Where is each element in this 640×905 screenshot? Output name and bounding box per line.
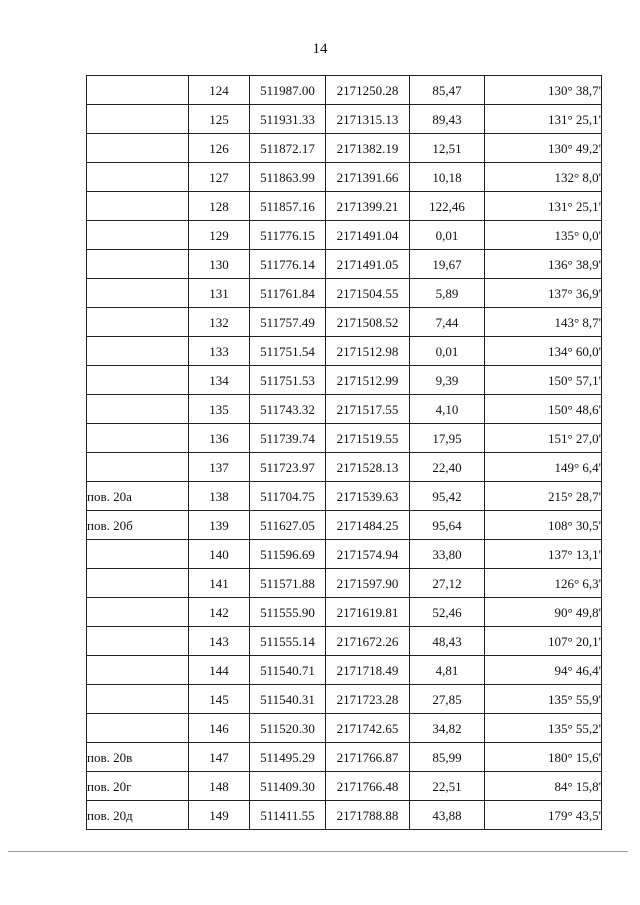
distance-cell: 0,01 [410, 221, 485, 250]
y-coordinate-cell: 2171672.26 [326, 627, 410, 656]
table-row [87, 772, 602, 801]
y-coordinate-cell: 2171491.04 [326, 221, 410, 250]
bearing-cell: 180° 15,6' [485, 743, 602, 772]
distance-cell: 95,42 [410, 482, 485, 511]
plot-cell: пов. 20б [87, 511, 189, 540]
plot-cell [87, 714, 189, 743]
x-coordinate-cell: 511411.55 [250, 801, 326, 830]
y-coordinate-cell: 2171512.98 [326, 337, 410, 366]
bearing-cell: 132° 8,0' [485, 163, 602, 192]
distance-cell: 43,88 [410, 801, 485, 830]
x-coordinate-cell: 511863.99 [250, 163, 326, 192]
distance-cell: 52,46 [410, 598, 485, 627]
y-coordinate-cell: 2171508.52 [326, 308, 410, 337]
table-row [87, 279, 602, 308]
distance-cell: 34,82 [410, 714, 485, 743]
point-number-cell: 131 [189, 279, 250, 308]
bearing-cell: 143° 8,7' [485, 308, 602, 337]
distance-cell: 10,18 [410, 163, 485, 192]
bearing-cell: 151° 27,0' [485, 424, 602, 453]
distance-cell: 85,99 [410, 743, 485, 772]
table-row [87, 656, 602, 685]
point-number-cell: 146 [189, 714, 250, 743]
x-coordinate-cell: 511409.30 [250, 772, 326, 801]
point-number-cell: 127 [189, 163, 250, 192]
y-coordinate-cell: 2171788.88 [326, 801, 410, 830]
distance-cell: 89,43 [410, 105, 485, 134]
table-row [87, 569, 602, 598]
y-coordinate-cell: 2171517.55 [326, 395, 410, 424]
distance-cell: 95,64 [410, 511, 485, 540]
plot-cell: пов. 20д [87, 801, 189, 830]
table-row [87, 76, 602, 105]
point-number-cell: 139 [189, 511, 250, 540]
bearing-cell: 135° 0,0' [485, 221, 602, 250]
plot-cell [87, 250, 189, 279]
x-coordinate-cell: 511751.54 [250, 337, 326, 366]
y-coordinate-cell: 2171391.66 [326, 163, 410, 192]
plot-cell: пов. 20в [87, 743, 189, 772]
x-coordinate-cell: 511520.30 [250, 714, 326, 743]
y-coordinate-cell: 2171528.13 [326, 453, 410, 482]
table-row [87, 801, 602, 830]
distance-cell: 22,40 [410, 453, 485, 482]
point-number-cell: 136 [189, 424, 250, 453]
table-row [87, 366, 602, 395]
distance-cell: 27,85 [410, 685, 485, 714]
y-coordinate-cell: 2171742.65 [326, 714, 410, 743]
plot-cell [87, 366, 189, 395]
point-number-cell: 124 [189, 76, 250, 105]
table-body [87, 76, 602, 830]
y-coordinate-cell: 2171250.28 [326, 76, 410, 105]
distance-cell: 12,51 [410, 134, 485, 163]
x-coordinate-cell: 511987.00 [250, 76, 326, 105]
distance-cell: 4,10 [410, 395, 485, 424]
x-coordinate-cell: 511723.97 [250, 453, 326, 482]
plot-cell [87, 279, 189, 308]
point-number-cell: 126 [189, 134, 250, 163]
y-coordinate-cell: 2171315.13 [326, 105, 410, 134]
x-coordinate-cell: 511555.14 [250, 627, 326, 656]
point-number-cell: 141 [189, 569, 250, 598]
point-number-cell: 142 [189, 598, 250, 627]
bearing-cell: 90° 49,8' [485, 598, 602, 627]
bearing-cell: 131° 25,1' [485, 105, 602, 134]
plot-cell [87, 163, 189, 192]
bearing-cell: 136° 38,9' [485, 250, 602, 279]
bearing-cell: 94° 46,4' [485, 656, 602, 685]
plot-cell [87, 221, 189, 250]
bearing-cell: 179° 43,5' [485, 801, 602, 830]
bearing-cell: 84° 15,8' [485, 772, 602, 801]
table-row [87, 105, 602, 134]
y-coordinate-cell: 2171718.49 [326, 656, 410, 685]
bearing-cell: 215° 28,7' [485, 482, 602, 511]
distance-cell: 7,44 [410, 308, 485, 337]
distance-cell: 4,81 [410, 656, 485, 685]
distance-cell: 9,39 [410, 366, 485, 395]
x-coordinate-cell: 511776.15 [250, 221, 326, 250]
table-row [87, 743, 602, 772]
point-number-cell: 128 [189, 192, 250, 221]
bearing-cell: 108° 30,5' [485, 511, 602, 540]
y-coordinate-cell: 2171512.99 [326, 366, 410, 395]
bearing-cell: 135° 55,9' [485, 685, 602, 714]
table-row [87, 337, 602, 366]
distance-cell: 19,67 [410, 250, 485, 279]
distance-cell: 0,01 [410, 337, 485, 366]
point-number-cell: 137 [189, 453, 250, 482]
plot-cell: пов. 20а [87, 482, 189, 511]
table-row [87, 598, 602, 627]
x-coordinate-cell: 511704.75 [250, 482, 326, 511]
y-coordinate-cell: 2171504.55 [326, 279, 410, 308]
y-coordinate-cell: 2171766.87 [326, 743, 410, 772]
point-number-cell: 133 [189, 337, 250, 366]
distance-cell: 122,46 [410, 192, 485, 221]
point-number-cell: 130 [189, 250, 250, 279]
plot-cell [87, 656, 189, 685]
y-coordinate-cell: 2171723.28 [326, 685, 410, 714]
x-coordinate-cell: 511761.84 [250, 279, 326, 308]
y-coordinate-cell: 2171399.21 [326, 192, 410, 221]
table-row [87, 221, 602, 250]
plot-cell [87, 453, 189, 482]
table-row [87, 134, 602, 163]
plot-cell [87, 76, 189, 105]
table-row [87, 424, 602, 453]
bearing-cell: 130° 38,7' [485, 76, 602, 105]
bearing-cell: 149° 6,4' [485, 453, 602, 482]
plot-cell [87, 598, 189, 627]
table-row [87, 308, 602, 337]
y-coordinate-cell: 2171484.25 [326, 511, 410, 540]
point-number-cell: 132 [189, 308, 250, 337]
coordinates-table [86, 75, 602, 830]
plot-cell [87, 424, 189, 453]
plot-cell [87, 192, 189, 221]
table-row [87, 453, 602, 482]
table-row [87, 714, 602, 743]
y-coordinate-cell: 2171619.81 [326, 598, 410, 627]
page-number: 14 [312, 41, 328, 57]
point-number-cell: 129 [189, 221, 250, 250]
distance-cell: 85,47 [410, 76, 485, 105]
table-row [87, 627, 602, 656]
point-number-cell: 147 [189, 743, 250, 772]
x-coordinate-cell: 511743.32 [250, 395, 326, 424]
x-coordinate-cell: 511596.69 [250, 540, 326, 569]
table-row [87, 163, 602, 192]
x-coordinate-cell: 511857.16 [250, 192, 326, 221]
distance-cell: 22,51 [410, 772, 485, 801]
plot-cell [87, 105, 189, 134]
point-number-cell: 149 [189, 801, 250, 830]
plot-cell [87, 308, 189, 337]
point-number-cell: 145 [189, 685, 250, 714]
bearing-cell: 150° 48,6' [485, 395, 602, 424]
plot-cell [87, 337, 189, 366]
point-number-cell: 148 [189, 772, 250, 801]
bearing-cell: 130° 49,2' [485, 134, 602, 163]
point-number-cell: 134 [189, 366, 250, 395]
plot-cell [87, 627, 189, 656]
x-coordinate-cell: 511757.49 [250, 308, 326, 337]
footer-divider [8, 851, 628, 852]
x-coordinate-cell: 511751.53 [250, 366, 326, 395]
y-coordinate-cell: 2171597.90 [326, 569, 410, 598]
point-number-cell: 144 [189, 656, 250, 685]
y-coordinate-cell: 2171491.05 [326, 250, 410, 279]
table-row [87, 482, 602, 511]
point-number-cell: 140 [189, 540, 250, 569]
x-coordinate-cell: 511776.14 [250, 250, 326, 279]
distance-cell: 17,95 [410, 424, 485, 453]
plot-cell [87, 569, 189, 598]
bearing-cell: 135° 55,2' [485, 714, 602, 743]
x-coordinate-cell: 511540.71 [250, 656, 326, 685]
y-coordinate-cell: 2171574.94 [326, 540, 410, 569]
plot-cell: пов. 20г [87, 772, 189, 801]
x-coordinate-cell: 511495.29 [250, 743, 326, 772]
table-row [87, 250, 602, 279]
y-coordinate-cell: 2171382.19 [326, 134, 410, 163]
x-coordinate-cell: 511931.33 [250, 105, 326, 134]
y-coordinate-cell: 2171519.55 [326, 424, 410, 453]
bearing-cell: 137° 13,1' [485, 540, 602, 569]
plot-cell [87, 395, 189, 424]
plot-cell [87, 134, 189, 163]
distance-cell: 5,89 [410, 279, 485, 308]
bearing-cell: 134° 60,0' [485, 337, 602, 366]
x-coordinate-cell: 511872.17 [250, 134, 326, 163]
plot-cell [87, 685, 189, 714]
x-coordinate-cell: 511571.88 [250, 569, 326, 598]
bearing-cell: 107° 20,1' [485, 627, 602, 656]
bearing-cell: 137° 36,9' [485, 279, 602, 308]
x-coordinate-cell: 511739.74 [250, 424, 326, 453]
table-row [87, 685, 602, 714]
bearing-cell: 150° 57,1' [485, 366, 602, 395]
bearing-cell: 131° 25,1' [485, 192, 602, 221]
bearing-cell: 126° 6,3' [485, 569, 602, 598]
table-row [87, 540, 602, 569]
point-number-cell: 138 [189, 482, 250, 511]
point-number-cell: 143 [189, 627, 250, 656]
table-row [87, 395, 602, 424]
table-row [87, 192, 602, 221]
x-coordinate-cell: 511555.90 [250, 598, 326, 627]
plot-cell [87, 540, 189, 569]
distance-cell: 27,12 [410, 569, 485, 598]
y-coordinate-cell: 2171766.48 [326, 772, 410, 801]
x-coordinate-cell: 511540.31 [250, 685, 326, 714]
point-number-cell: 135 [189, 395, 250, 424]
y-coordinate-cell: 2171539.63 [326, 482, 410, 511]
distance-cell: 33,80 [410, 540, 485, 569]
x-coordinate-cell: 511627.05 [250, 511, 326, 540]
table-row [87, 511, 602, 540]
point-number-cell: 125 [189, 105, 250, 134]
distance-cell: 48,43 [410, 627, 485, 656]
